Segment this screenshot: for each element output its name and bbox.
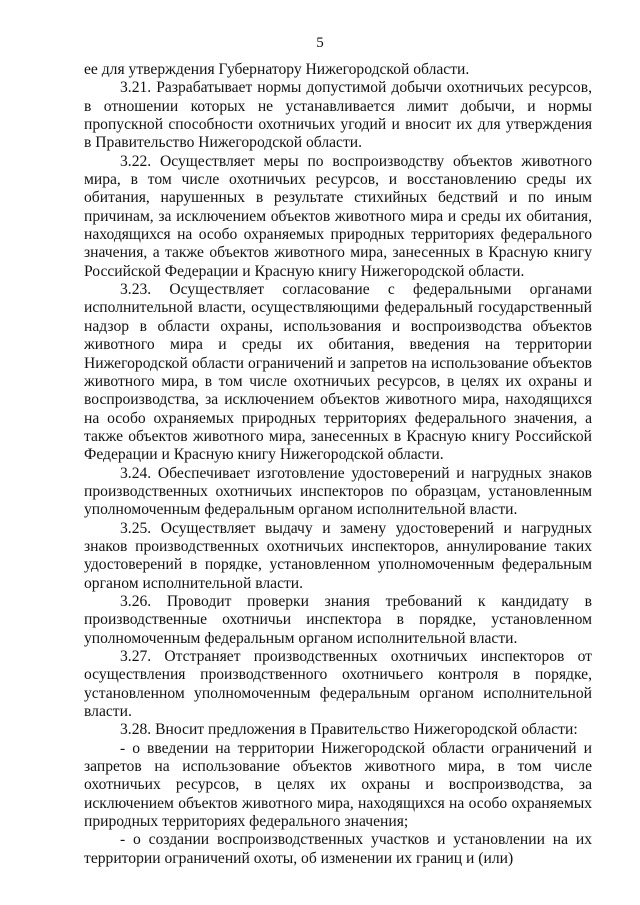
paragraph-3-28: 3.28. Вносит предложения в Правительство Нижегородской области: bbox=[120, 721, 578, 739]
list-item-restrictions: - о введении на территории Нижегородской области ограничений и запретов на использование объектов животного мира, в том числе охотничьих ресурсов, в целях их охраны и воспроизводства, за исключением объектов животного мира, находящихся на особо охраняемых природных территориях федерального значения; bbox=[84, 739, 592, 831]
page-number: 5 bbox=[316, 35, 324, 51]
paragraph-3-21: 3.21. Разрабатывает нормы допустимой добычи охотничьих ресурсов, в отношении которых не устанавливается лимит добычи, и нормы пропускной способности охотничьих угодий и вносит их для утверждения в Правительство Нижегородской области. bbox=[84, 79, 592, 152]
paragraph-3-22: 3.22. Осуществляет меры по воспроизводству объектов животного мира, в том числе охотничьих ресурсов, и восстановлению среды их обитания, нарушенных в результате стихийных бедствий и по иным причинам, за исключением объектов животного мира и среды их обитания, находящихся на особо охраняемых природных территориях федерального значения, а также объектов животного мира, занесенных в Красную книгу Российской Федерации и Красную книгу Нижегородской области. bbox=[84, 152, 592, 280]
paragraph-continuation: ее для утверждения Губернатору Нижегородской области. bbox=[84, 61, 470, 78]
paragraph-3-27: 3.27. Отстраняет производственных охотничьих инспекторов от осуществления производственного охотничьего контроля в порядке, установленном уполномоченным федеральным органом исполнительной власти. bbox=[84, 648, 592, 721]
list-item-reproduction-areas: - о создании воспроизводственных участков и установлении на их территории ограничений охоты, об изменении их границ и (или) bbox=[84, 831, 592, 867]
document-body bbox=[84, 61, 592, 868]
paragraph-3-24: 3.24. Обеспечивает изготовление удостоверений и нагрудных знаков производственных охотничьих инспекторов по образцам, установленным уполномоченным федеральным органом исполнительной власти. bbox=[84, 464, 592, 519]
paragraph-3-25: 3.25. Осуществляет выдачу и замену удостоверений и нагрудных знаков производственных охотничьих инспекторов, аннулирование таких удостоверений в порядке, установленном уполномоченным федеральным органом исполнительной власти. bbox=[84, 519, 592, 592]
paragraph-3-26: 3.26. Проводит проверки знания требований к кандидату в производственные охотничьи инспектора в порядке, установленном уполномоченным федеральным органом исполнительной власти. bbox=[84, 592, 592, 647]
paragraph-3-23: 3.23. Осуществляет согласование с федеральными органами исполнительной власти, осуществляющими федеральный государственный надзор в области охраны, использования и воспроизводства объектов животного мира и среды их обитания, введения на территории Нижегородской области ограничений и запретов на использование объектов животного мира, в том числе охотничьих ресурсов, в целях их охраны и воспроизводства, за исключением объектов животного мира, находящихся на особо охраняемых природных территориях федерального значения, а также объектов животного мира, занесенных в Красную книгу Российской Федерации и Красную книгу Нижегородской области. bbox=[84, 281, 592, 464]
